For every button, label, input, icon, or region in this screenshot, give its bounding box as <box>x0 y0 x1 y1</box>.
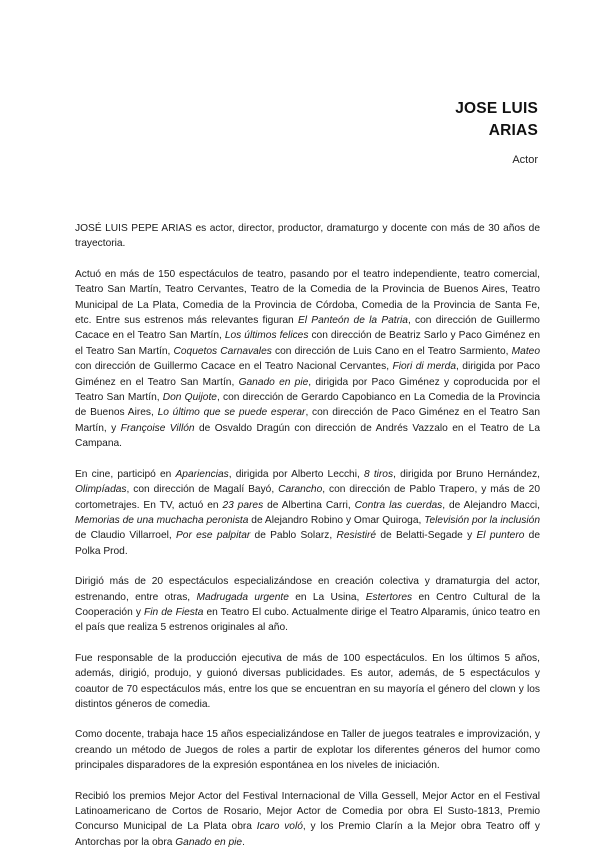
bio-text: de Belatti-Segade y <box>376 530 477 542</box>
bio-text: de Claudio Villarroel, <box>75 530 176 542</box>
work-title: El puntero <box>476 530 525 542</box>
bio-paragraph <box>75 221 540 252</box>
bio-text: , dirigida por Paco Giménez en el Teatro San Martín, <box>75 361 540 388</box>
work-title: Françoise Villón <box>120 422 195 434</box>
work-title: Resistiré <box>336 530 377 542</box>
bio-text: Actuó en más de 150 espectáculos de teatro, pasando por el teatro independiente, teatro comercial, Teatro San Martín, Teatro Cervantes, Teatro de la Comedia de la Provincia de Buenos Aires, Teatro Municipal de La Plata, Comedia de la Provincia de Córdoba, Comedia de la Provincia de Santa Fe, etc. Entre sus estrenos más relevantes figuran <box>75 268 540 327</box>
work-title: Mateo <box>511 345 540 357</box>
bio-paragraph <box>75 727 540 773</box>
bio-text: Fue responsable de la producción ejecutiva de más de 100 espectáculos. En los últimos 5 años, además, dirigió, produjo, y guionó diversas publicidades. Es autor, además, de 5 espectáculos y coautor de 70 espectáculos más, entre los que se encuentran en su mayoría el género del clown y los distintos géneros de comedia. <box>75 652 540 710</box>
work-title: El Panteón de la Patria <box>297 315 408 327</box>
work-title: Lo último que se puede esperar <box>157 407 306 419</box>
bio-text: de Pablo Solarz, <box>250 530 337 542</box>
bio-paragraph <box>75 789 540 850</box>
work-title: Memorias de una muchacha peronista <box>75 514 249 526</box>
work-title: Estertores <box>365 591 413 603</box>
bio-text: , con dirección de Gerardo Capobianco en La Comedia de la Provincia de Buenos Aires, <box>75 392 540 419</box>
bio-text: de Alejandro Robino y Omar Quiroga, <box>248 514 425 526</box>
work-title: Por ese palpitar <box>176 530 251 542</box>
actor-role: Actor <box>512 154 538 166</box>
work-title: Fin de Fiesta <box>144 606 204 618</box>
bio-text: Dirigió más de 20 espectáculos especializándose en creación colectiva y dramaturgia del actor, estrenando, entre otras, <box>75 576 540 603</box>
work-title: Don Quijote <box>162 392 217 404</box>
bio-text: , y los Premio Clarín a la Mejor obra Teatro off y Antorchas por la obra <box>75 821 540 848</box>
actor-name-last: ARIAS <box>488 122 538 139</box>
work-title: Coquetos Carnavales <box>173 345 272 357</box>
bio-text: En cine, participó en <box>75 468 176 480</box>
bio-paragraph <box>75 267 540 452</box>
work-title: Fiori di merda <box>392 361 457 373</box>
bio-text: con dirección de Guillermo Cacace en el Teatro Nacional Cervantes, <box>75 361 393 373</box>
work-title: Carancho <box>278 484 323 496</box>
bio-text: en La Usina, <box>288 591 366 603</box>
bio-text: en Centro Cultural de la Cooperación y <box>75 591 541 618</box>
work-title: Contra las cuerdas <box>354 499 443 511</box>
bio-text: Recibió los premios Mejor Actor del Festival Internacional de Villa Gessell, Mejor Actor en el Festival Latinoamericano de Cortos de Rosario, Mejor Actor de Comedia por obra El Susto-1813, Premio Concurso Municipal de La Plata obra <box>75 790 540 833</box>
work-title: Ganado en pie <box>238 376 309 388</box>
bio-header <box>455 98 538 166</box>
work-title: Madrugada urgente <box>196 591 289 603</box>
bio-text: , dirigida por Bruno Hernández, <box>393 468 541 480</box>
work-title: Apariencias <box>175 468 229 480</box>
work-title: Televisión por la inclusión <box>424 514 540 526</box>
biography-body <box>75 221 540 850</box>
bio-text: , de Alejandro Macci, <box>442 499 541 511</box>
bio-text: de Polka Prod. <box>75 530 540 557</box>
bio-text: Como docente, trabaja hace 15 años especializándose en Taller de juegos teatrales e improvización, y creando un método de Juegos de roles a partir de explotar los diferentes géneros del humor como principales disparadores de la expresión espontánea en los niveles de iniciación. <box>75 729 540 772</box>
bio-text: de Albertina Carri, <box>263 499 355 511</box>
bio-text: de Osvaldo Dragún con dirección de Andrés Vazzalo en el Teatro de La Campana. <box>75 422 540 450</box>
bio-text: , con dirección de Paco Giménez en el Teatro San Martín, y <box>75 407 540 434</box>
bio-paragraph <box>75 574 540 636</box>
work-title: Ganado en pie <box>175 836 243 848</box>
work-title: Icaro voló <box>256 821 303 833</box>
bio-text: , con dirección de Pablo Trapero, y más de 20 cortometrajes. En TV, actuó en <box>75 484 540 511</box>
bio-text: en Teatro El cubo. Actualmente dirige el Teatro Alparamis, único teatro en el país que realiza 5 estrenos originales al año. <box>75 606 541 634</box>
bio-text: , con dirección de Guillermo Cacace en el Teatro San Martín, <box>75 315 540 342</box>
actor-name-first: JOSE LUIS <box>455 100 538 117</box>
bio-text: con dirección de Beatriz Sarlo y Paco Giménez en el Teatro San Martín, <box>75 330 540 357</box>
work-title: 23 pares <box>222 499 264 511</box>
work-title: Los últimos felices <box>224 330 309 342</box>
bio-text: , dirigida por Alberto Lecchi, <box>228 468 364 480</box>
work-title: Olimpíadas <box>75 484 127 496</box>
bio-text: . <box>242 836 245 848</box>
bio-paragraph <box>75 651 540 713</box>
bio-text: , dirigida por Paco Giménez y coproducida por el Teatro San Martín, <box>75 376 541 404</box>
bio-text: con dirección de Luis Cano en el Teatro Sarmiento, <box>271 345 512 357</box>
work-title: 8 tiros <box>363 468 394 480</box>
bio-paragraph <box>75 467 540 559</box>
bio-text: , con dirección de Magalí Bayó, <box>126 484 279 496</box>
bio-text: JOSÉ LUIS PEPE ARIAS es actor, director, productor, dramaturgo y docente con más de 30 años de trayectoria. <box>75 223 540 250</box>
